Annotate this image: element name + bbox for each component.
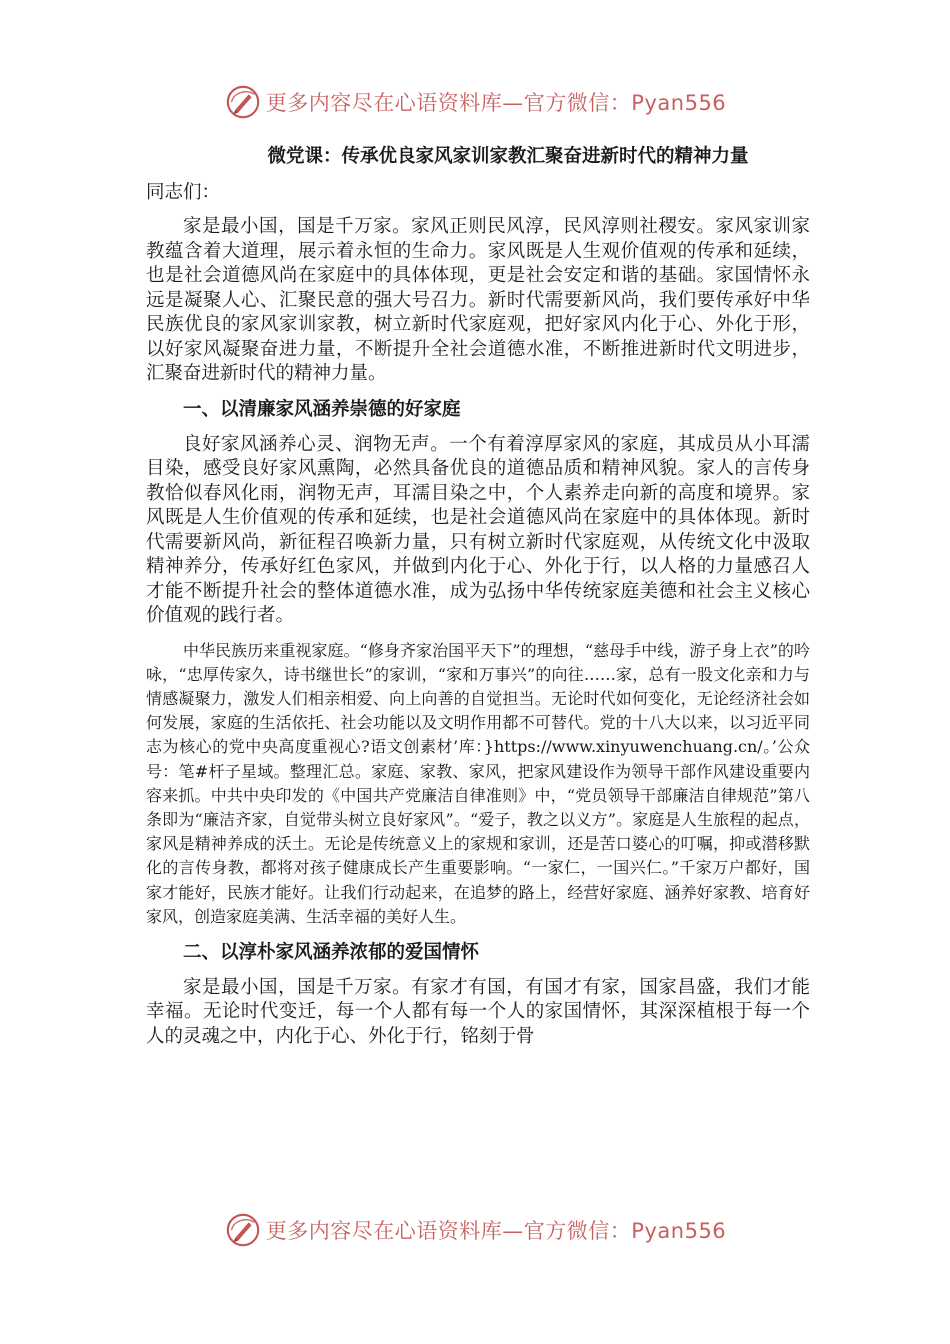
header-banner xyxy=(0,82,950,122)
section-2-heading: 二、以淳朴家风涵养浓郁的爱国情怀 xyxy=(183,941,480,963)
salutation: 同志们： xyxy=(146,182,221,203)
pen-logo-icon xyxy=(224,83,262,121)
header-banner-text: 更多内容尽在心语资料库—官方微信：Pyan556 xyxy=(265,91,727,115)
footer-banner xyxy=(0,1210,950,1250)
section-1-heading: 一、以清廉家风涵养崇德的好家庭 xyxy=(183,398,461,420)
pen-logo-icon xyxy=(224,1211,262,1249)
section-1-paragraph-2: 中华民族历来重视家庭。“修身齐家治国平天下”的理想，“慈母手中线，游子身上衣”的吟咏，“忠厚传家久，诗书继世长”的家训，“家和万事兴”的向往……家，总有一股文化亲和力与情感凝聚力，激发人们相亲相爱、向上向善的自觉担当。无论时代如何变化，无论经济社会如何发展，家庭的生活依托、社会功能以及文明作用都不可替代。党的十八大以来，以习近平同志为核心的党中央高度重视心?语文创素材’库：}https://www.xinyuwenchuang.cn/。’公众号：笔#杆子星域。整理汇总。家庭、家教、家风，把家风建设作为领导干部作风建设重要内容来抓。中共中央印发的《中国共产党廉洁自律准则》中，“党员领导干部廉洁自律规范”第八条即为“廉洁齐家，自觉带头树立良好家风”。“爱子，教之以义方”。家庭是人生旅程的起点，家风是精神养成的沃土。无论是传统意义上的家规和家训，还是苦口婆心的叮嘱，抑或潜移默化的言传身教，都将对孩子健康成长产生重要影响。“一家仁，一国兴仁。”千家万户都好，国家才能好，民族才能好。让我们行动起来，在追梦的路上，经营好家庭、涵养好家教、培育好家风，创造家庭美满、生活幸福的美好人生。 xyxy=(146,640,810,926)
intro-paragraph: 家是最小国，国是千万家。家风正则民风淳，民风淳则社稷安。家风家训家教蕴含着大道理，展示着永恒的生命力。家风既是人生观价值观的传承和延续，也是社会道德风尚在家庭中的具体体现，更是社会安定和谐的基础。家国情怀永远是凝聚人心、汇聚民意的强大号召力。新时代需要新风尚，我们要传承好中华民族优良的家风家训家教，树立新时代家庭观，把好家风内化于心、外化于形，以好家风凝聚奋进力量，不断提升全社会道德水准，不断推进新时代文明进步，汇聚奋进新时代的精神力量。 xyxy=(146,216,810,384)
section-1-paragraph-1: 良好家风涵养心灵、润物无声。一个有着淳厚家风的家庭，其成员从小耳濡目染，感受良好家风熏陶，必然具备优良的道德品质和精神风貌。家人的言传身教恰似春风化雨，润物无声，耳濡目染之中，个人素养走向新的高度和境界。家风既是人生价值观的传承和延续，也是社会道德风尚在家庭中的具体体现。新时代需要新风尚，新征程召唤新力量，只有树立新时代家庭观，从传统文化中汲取精神养分，传承好红色家风，并做到内化于心、外化于行，以人格的力量感召人才能不断提升社会的整体道德水准，成为弘扬中华传统家庭美德和社会主义核心价值观的践行者。 xyxy=(146,433,810,626)
document-page xyxy=(146,140,810,1059)
footer-banner-text: 更多内容尽在心语资料库—官方微信：Pyan556 xyxy=(265,1219,727,1243)
section-2-paragraph-1: 家是最小国，国是千万家。有家才有国，有国才有家，国家昌盛，我们才能幸福。无论时代变迁，每一个人都有每一个人的家国情怀，其深深植根于每一个人的灵魂之中，内化于心、外化于行，铭刻于骨 xyxy=(146,976,810,1047)
document-title: 微党课：传承优良家风家训家教汇聚奋进新时代的精神力量 xyxy=(267,146,749,167)
